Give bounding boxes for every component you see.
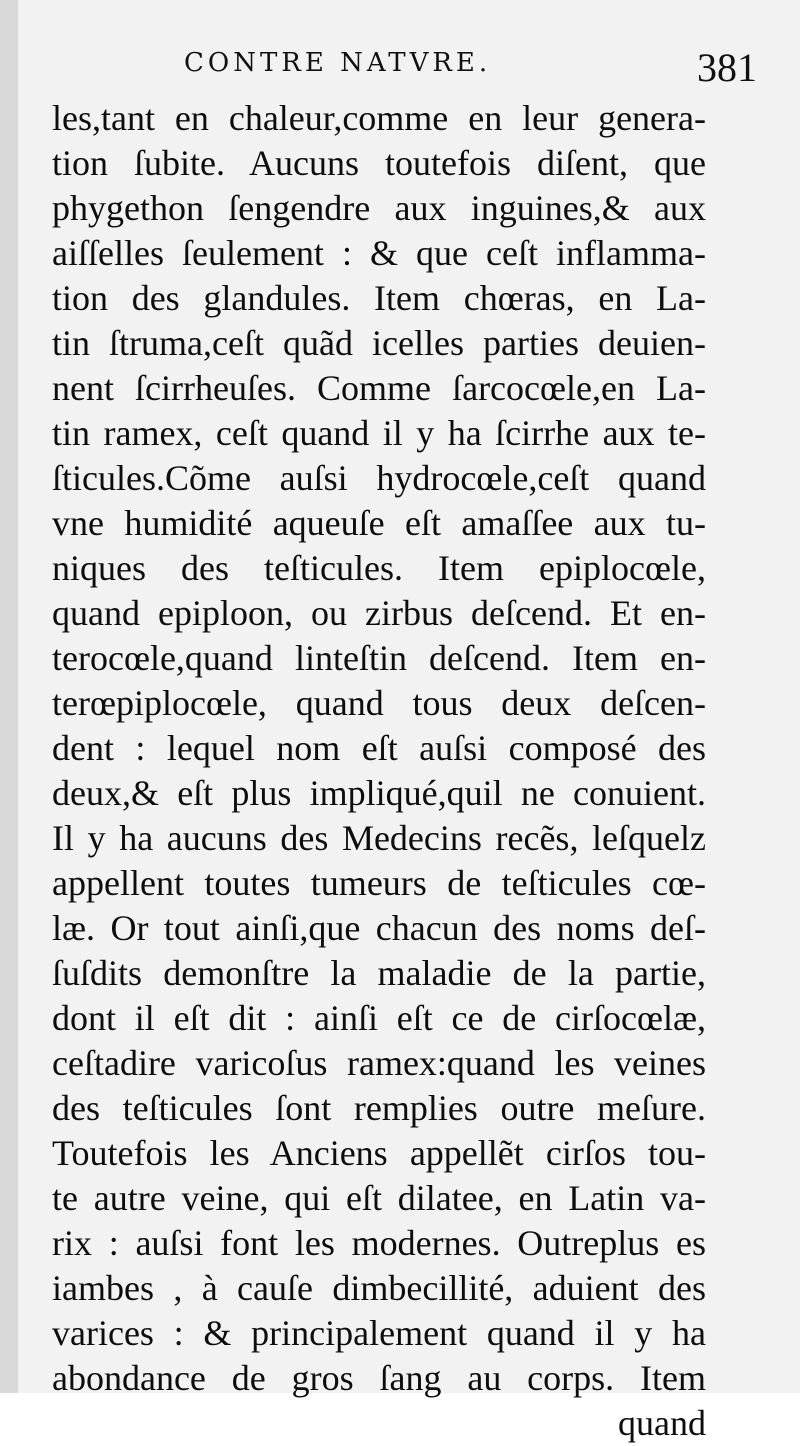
catchword: quand bbox=[618, 1403, 706, 1443]
text-line: tin ramex, ceſt quand il y ha ſcirrhe aux te- bbox=[52, 413, 706, 453]
text-line: tion des glandules. Item chœras, en La- bbox=[52, 278, 706, 318]
page-gutter bbox=[0, 0, 18, 1393]
text-line: ceſtadire varicoſus ramex:quand les veines bbox=[52, 1043, 706, 1083]
text-line: nent ſcirrheuſes. Comme ſarcocœle,en La- bbox=[52, 368, 706, 408]
text-line: deux,& eſt plus impliqué,quil ne conuient. bbox=[52, 773, 706, 813]
text-line: Toutefois les Anciens appellẽt cirſos tou- bbox=[52, 1133, 706, 1173]
text-line: appellent toutes tumeurs de teſticules cœ- bbox=[52, 863, 706, 903]
text-line: dont il eſt dit : ainſi eſt ce de cirſocœlæ, bbox=[52, 998, 706, 1038]
text-line: rix : auſsi font les modernes. Outreplus es bbox=[52, 1223, 706, 1263]
text-line: niques des teſticules. Item epiplocœle, bbox=[52, 548, 706, 588]
text-line: iambes , à cauſe dimbecillité, aduient des bbox=[52, 1268, 706, 1308]
text-line: vne humidité aqueuſe eſt amaſſee aux tu- bbox=[52, 503, 706, 543]
text-line: te autre veine, qui eſt dilatee, en Latin va- bbox=[52, 1178, 706, 1218]
text-line: les,tant en chaleur,comme en leur genera- bbox=[52, 98, 706, 138]
running-title: CONTRE NATVRE. bbox=[184, 48, 492, 78]
page-number: 381 bbox=[697, 45, 757, 90]
text-line: dent : lequel nom eſt auſsi composé des bbox=[52, 728, 706, 768]
text-line: abondance de gros ſang au corps. Item bbox=[52, 1358, 706, 1398]
text-line: phygethon ſengendre aux inguines,& aux bbox=[52, 188, 706, 228]
text-line: tion ſubite. Aucuns toutefois diſent, que bbox=[52, 143, 706, 183]
text-line: læ. Or tout ainſi,que chacun des noms deſ- bbox=[52, 908, 706, 948]
text-line: terocœle,quand linteſtin deſcend. Item en- bbox=[52, 638, 706, 678]
text-line: des teſticules ſont remplies outre meſure. bbox=[52, 1088, 706, 1128]
text-line: tin ſtruma,ceſt quãd icelles parties deuien- bbox=[52, 323, 706, 363]
text-line: terœpiplocœle, quand tous deux deſcen- bbox=[52, 683, 706, 723]
text-line: ſuſdits demonſtre la maladie de la partie, bbox=[52, 953, 706, 993]
text-line: varices : & principalement quand il y ha bbox=[52, 1313, 706, 1353]
text-line: quand epiploon, ou zirbus deſcend. Et en- bbox=[52, 593, 706, 633]
page-header bbox=[0, 44, 800, 104]
text-line: Il y ha aucuns des Medecins recẽs, leſquelz bbox=[52, 818, 706, 858]
text-line: ſticules.Cõme auſsi hydrocœle,ceſt quand bbox=[52, 458, 706, 498]
body-text bbox=[52, 96, 706, 1446]
text-line: aiſſelles ſeulement : & que ceſt inflamma- bbox=[52, 233, 706, 273]
